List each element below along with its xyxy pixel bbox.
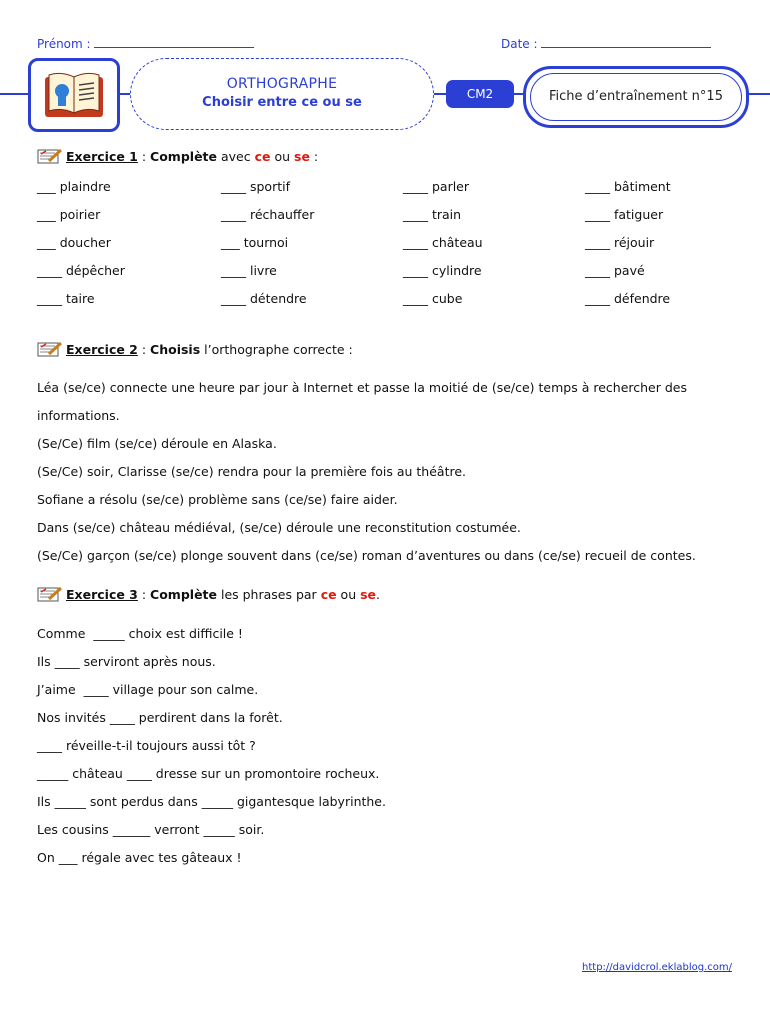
exercise3-or: ou (336, 587, 361, 602)
fill-blank-item[interactable]: ____ réjouir (585, 235, 655, 250)
fill-blank-item[interactable]: ____ taire (37, 291, 95, 306)
exercise2-sep: : (137, 342, 151, 357)
open-book-icon (31, 61, 117, 129)
exercise2-sentence[interactable]: Dans (se/ce) château médiéval, (se/ce) déroule une reconstitution costumée. (37, 520, 521, 535)
exercise1-row (37, 291, 737, 311)
page-title: ORTHOGRAPHE (226, 76, 338, 92)
exercise3-sentence[interactable]: Les cousins ______ verront _____ soir. (37, 822, 265, 837)
exercise1-verb: Complète (150, 149, 217, 164)
fill-blank-item[interactable]: ____ pavé (585, 263, 645, 278)
exercise2-verb: Choisis (150, 342, 201, 357)
prenom-blank (94, 36, 254, 48)
fill-blank-item[interactable]: ____ cylindre (403, 263, 482, 278)
pencil-note-icon (37, 148, 63, 167)
fiche-box (523, 66, 749, 128)
pencil-note-icon (37, 341, 63, 360)
exercise2-sentence[interactable]: (Se/Ce) film (se/ce) déroule en Alaska. (37, 436, 277, 451)
exercise2-heading (37, 341, 353, 360)
exercise3-text: les phrases par (217, 587, 321, 602)
exercise2-sentence[interactable]: Sofiane a résolu (se/ce) problème sans (ce/se) faire aider. (37, 492, 398, 507)
exercise3-heading (37, 586, 380, 605)
exercise2-label: Exercice 2 (66, 342, 138, 357)
exercise1-row (37, 263, 737, 283)
book-logo (28, 58, 120, 132)
fill-blank-item[interactable]: ___ doucher (37, 235, 111, 250)
exercise2-sentence[interactable]: (Se/Ce) soir, Clarisse (se/ce) rendra pour la première fois au théâtre. (37, 464, 466, 479)
fill-blank-item[interactable]: ____ train (403, 207, 462, 222)
exercise1-text: avec (217, 149, 255, 164)
exercise3-sep: : (137, 587, 151, 602)
fill-blank-item[interactable]: ____ château (403, 235, 483, 250)
exercise2-sentence[interactable]: Léa (se/ce) connecte une heure par jour à Internet et passe la moitié de (se/ce) temps à rechercher des (37, 380, 687, 395)
title-box (130, 58, 434, 130)
exercise3-sentence[interactable]: Comme _____ choix est difficile ! (37, 626, 243, 641)
fill-blank-item[interactable]: ____ réchauffer (221, 207, 315, 222)
exercise1-word-ce: ce (254, 149, 271, 164)
fill-blank-item[interactable]: ____ sportif (221, 179, 290, 194)
pencil-note-icon (37, 586, 63, 605)
exercise1-or: ou (270, 149, 294, 164)
exercise1-label: Exercice 1 (66, 149, 138, 164)
fill-blank-item[interactable]: ____ parler (403, 179, 470, 194)
fiche-label: Fiche d’entraînement n°15 (530, 73, 742, 121)
date-blank (541, 36, 711, 48)
exercise3-word-ce: ce (320, 587, 337, 602)
prenom-field[interactable] (37, 36, 254, 51)
exercise3-verb: Complète (150, 587, 217, 602)
exercise2-sentence[interactable]: informations. (37, 408, 120, 423)
fill-blank-item[interactable]: ____ dépêcher (37, 263, 125, 278)
exercise1-row (37, 207, 737, 227)
fill-blank-item[interactable]: ____ cube (403, 291, 463, 306)
exercise3-end: . (376, 587, 381, 602)
exercise3-sentence[interactable]: J’aime ____ village pour son calme. (37, 682, 259, 697)
exercise1-row (37, 235, 737, 255)
exercise3-sentence[interactable]: Ils ____ serviront après nous. (37, 654, 216, 669)
exercise3-sentence[interactable]: _____ château ____ dresse sur un promontoire rocheux. (37, 766, 380, 781)
prenom-label: Prénom : (37, 37, 91, 51)
footer-link[interactable]: http://davidcrol.eklablog.com/ (582, 962, 732, 973)
fill-blank-item[interactable]: ____ bâtiment (585, 179, 671, 194)
exercise3-sentence[interactable]: On ___ régale avec tes gâteaux ! (37, 850, 242, 865)
fill-blank-item[interactable]: ___ tournoi (221, 235, 289, 250)
page-subtitle: Choisir entre ce ou se (202, 95, 362, 110)
fill-blank-item[interactable]: ___ plaindre (37, 179, 111, 194)
exercise2-text: l’orthographe correcte : (200, 342, 353, 357)
level-badge: CM2 (446, 80, 514, 108)
date-label: Date : (501, 37, 538, 51)
exercise3-sentence[interactable]: ____ réveille-t-il toujours aussi tôt ? (37, 738, 256, 753)
exercise3-sentence[interactable]: Ils _____ sont perdus dans _____ gigantesque labyrinthe. (37, 794, 386, 809)
exercise3-label: Exercice 3 (66, 587, 138, 602)
exercise2-sentence[interactable]: (Se/Ce) garçon (se/ce) plonge souvent dans (ce/se) roman d’aventures ou dans (ce/se) recueil de contes. (37, 548, 696, 563)
fill-blank-item[interactable]: ____ défendre (585, 291, 671, 306)
fill-blank-item[interactable]: ___ poirier (37, 207, 101, 222)
exercise1-heading (37, 148, 318, 167)
exercise1-sep: : (137, 149, 151, 164)
header-rule-left (0, 93, 30, 95)
exercise1-row (37, 179, 737, 199)
fill-blank-item[interactable]: ____ détendre (221, 291, 307, 306)
fill-blank-item[interactable]: ____ livre (221, 263, 277, 278)
exercise3-word-se: se (360, 587, 377, 602)
exercise1-end: : (309, 149, 319, 164)
exercise3-sentence[interactable]: Nos invités ____ perdirent dans la forêt. (37, 710, 283, 725)
exercise1-word-se: se (294, 149, 310, 164)
fill-blank-item[interactable]: ____ fatiguer (585, 207, 664, 222)
date-field[interactable] (501, 36, 711, 51)
